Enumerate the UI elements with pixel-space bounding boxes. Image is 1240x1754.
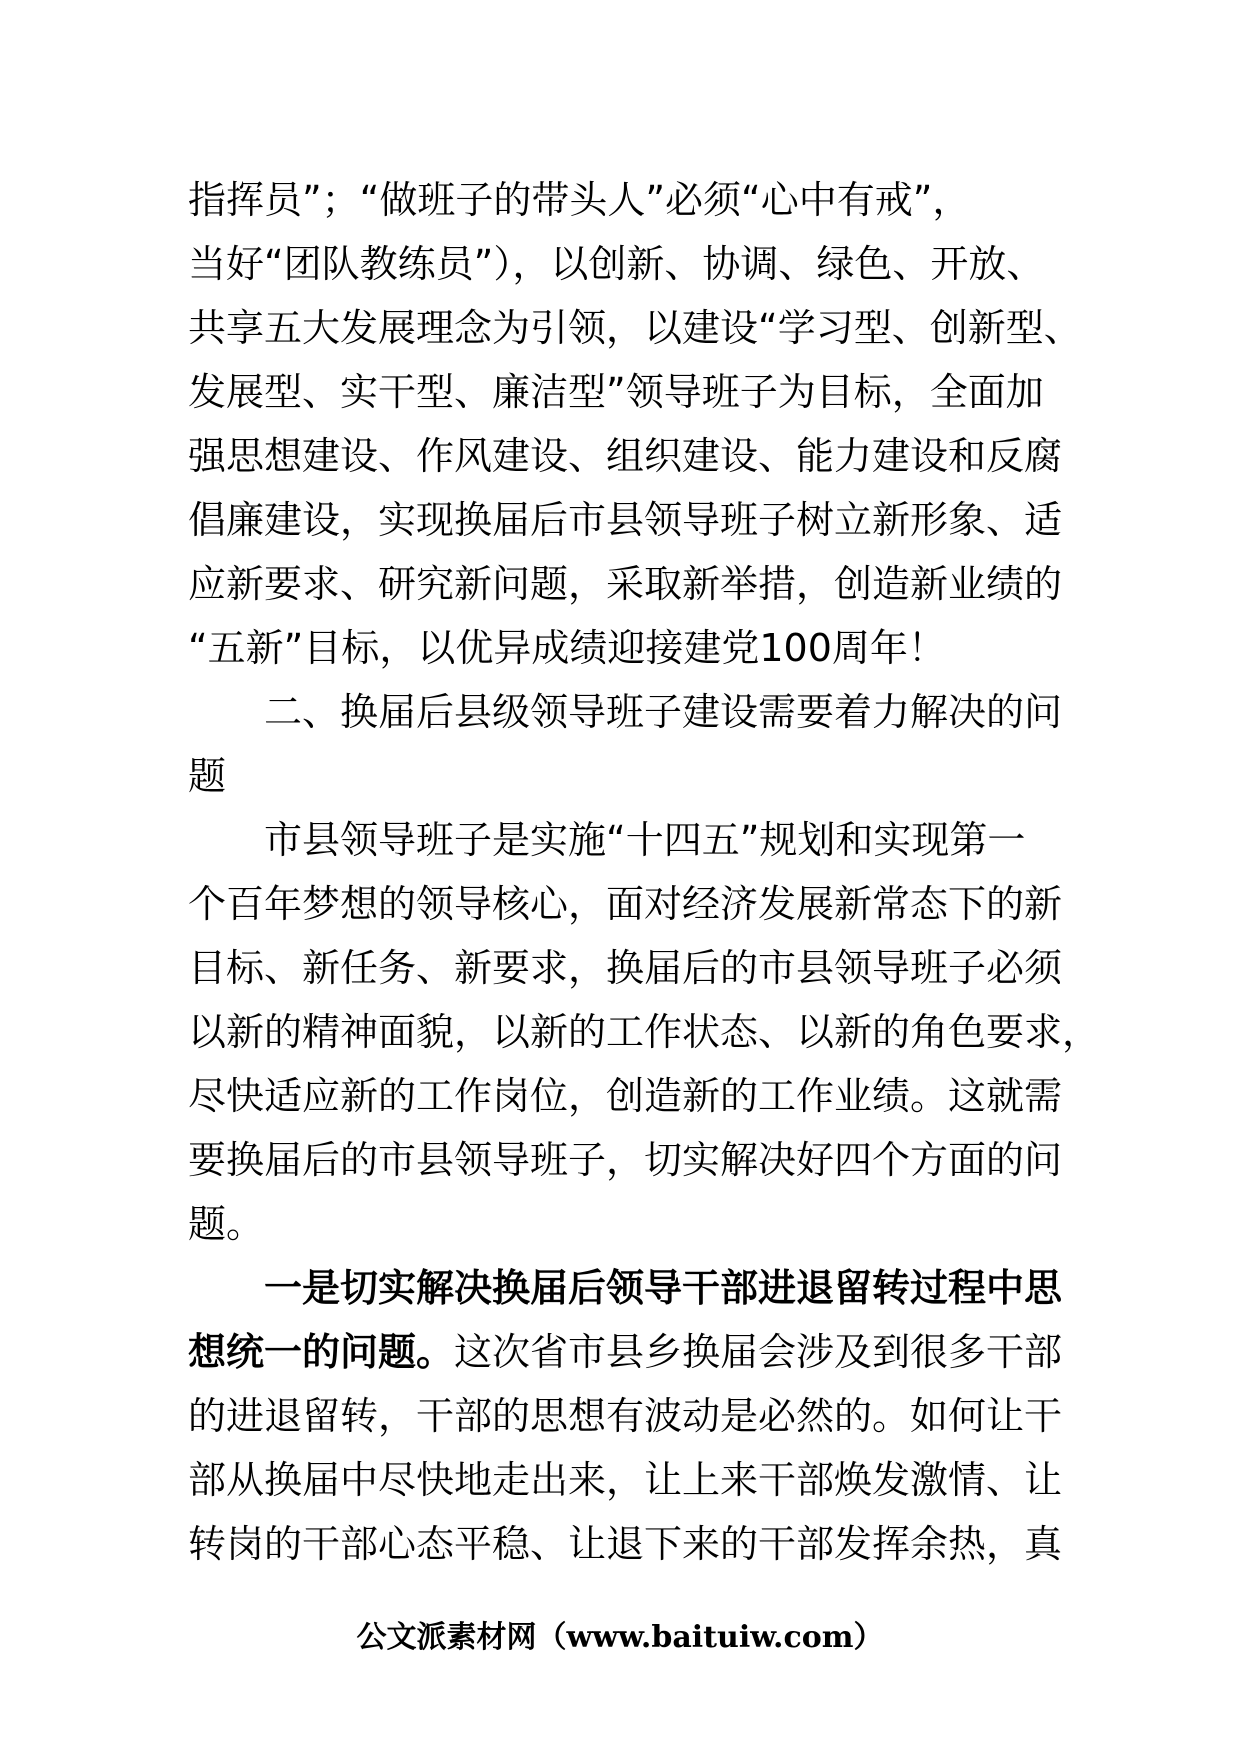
text-line: 尽快适应新的工作岗位，创造新的工作业绩。这就需 [188,1074,1063,1118]
bold-point-heading: 一是切实解决换届后领导干部进退留转过程中思 [264,1266,1063,1310]
text-line [188,1320,1098,1384]
text-line: 以新的精神面貌，以新的工作状态、以新的角色要求， [188,1010,1101,1054]
text-line: 部从换届中尽快地走出来，让上来干部焕发激情、让 [188,1458,1063,1502]
text-line: 的进退留转，干部的思想有波动是必然的。如何让干 [188,1394,1063,1438]
text-line: 共享五大发展理念为引领，以建设“学习型、创新型、 [188,306,1082,350]
text-line: 应新要求、研究新问题，采取新举措，创造新业绩的 [188,562,1063,606]
text-line: 市县领导班子是实施“十四五”规划和实现第一 [264,818,1026,862]
text-line: 转岗的干部心态平稳、让退下来的干部发挥余热，真 [188,1522,1063,1566]
text-line: 题。 [188,1202,265,1246]
text-line: 强思想建设、作风建设、组织建设、能力建设和反腐 [188,434,1063,478]
text-line: “五新”目标，以优异成绩迎接建党100周年！ [188,626,946,670]
section-heading: 二、换届后县级领导班子建设需要着力解决的问 [264,690,1063,734]
footer-watermark: 公文派素材网（www.baituiw.com） [356,1620,884,1655]
section-heading-continued: 题 [188,754,227,798]
text-line-rest: 这次省市县乡换届会涉及到很多干部 [454,1330,1063,1374]
text-line: 个百年梦想的领导核心，面对经济发展新常态下的新 [188,882,1063,926]
text-line: 指挥员”；“做班子的带头人”必须“心中有戒”， [188,178,971,222]
text-line: 发展型、实干型、廉洁型”领导班子为目标，全面加 [188,370,1044,414]
text-line: 要换届后的市县领导班子，切实解决好四个方面的问 [188,1138,1063,1182]
bold-point-heading-end: 想统一的问题。 [188,1330,455,1374]
text-line: 倡廉建设，实现换届后市县领导班子树立新形象、适 [188,498,1063,542]
text-line: 当好“团队教练员”），以创新、协调、绿色、开放、 [188,242,1045,286]
document-body [188,168,1101,1576]
text-line: 目标、新任务、新要求，换届后的市县领导班子必须 [188,946,1063,990]
